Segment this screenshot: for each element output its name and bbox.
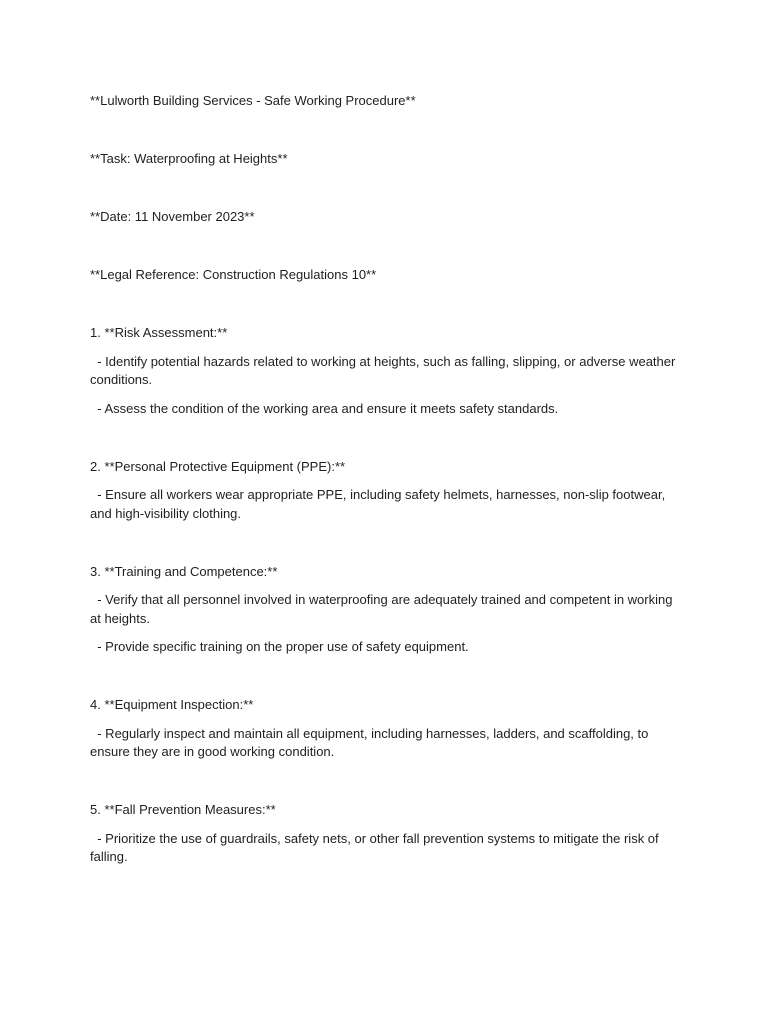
- section-title: 2. **Personal Protective Equipment (PPE):**: [90, 458, 346, 474]
- bullet-item: - Provide specific training on the proper use of safety equipment.: [97, 639, 469, 654]
- section-title: 3. **Training and Competence:**: [90, 563, 278, 579]
- document-title: **Lulworth Building Services - Safe Working Procedure**: [90, 93, 416, 108]
- bullet-item: - Prioritize the use of guardrails, safety nets, or other fall prevention systems to mitigate the risk of falling.: [90, 830, 659, 864]
- bullet-item: - Ensure all workers wear appropriate PPE, including safety helmets, harnesses, non-slip footwear, and high-visibility clothing.: [90, 487, 666, 521]
- section-fall-prevention: [90, 801, 678, 867]
- section-training: [90, 563, 678, 657]
- bullet-item: - Regularly inspect and maintain all equipment, including harnesses, ladders, and scaffolding, to ensure they are in good working condition.: [90, 725, 649, 759]
- date-line: **Date: 11 November 2023**: [90, 209, 255, 224]
- bullet-item: - Identify potential hazards related to working at heights, such as falling, slipping, or adverse weather conditions.: [90, 353, 676, 387]
- section-title: 4. **Equipment Inspection:**: [90, 697, 254, 712]
- section-equipment-inspection: [90, 696, 678, 762]
- section-ppe: [90, 458, 678, 524]
- section-title: 5. **Fall Prevention Measures:**: [90, 802, 276, 817]
- bullet-item: - Assess the condition of the working area and ensure it meets safety standards.: [97, 400, 559, 416]
- section-title: 1. **Risk Assessment:**: [90, 325, 228, 340]
- section-risk-assessment: [90, 324, 678, 418]
- task-line: **Task: Waterproofing at Heights**: [90, 151, 288, 166]
- legal-reference-line: **Legal Reference: Construction Regulations 10**: [90, 267, 377, 282]
- bullet-item: - Verify that all personnel involved in waterproofing are adequately trained and competent in working at heights.: [90, 592, 673, 626]
